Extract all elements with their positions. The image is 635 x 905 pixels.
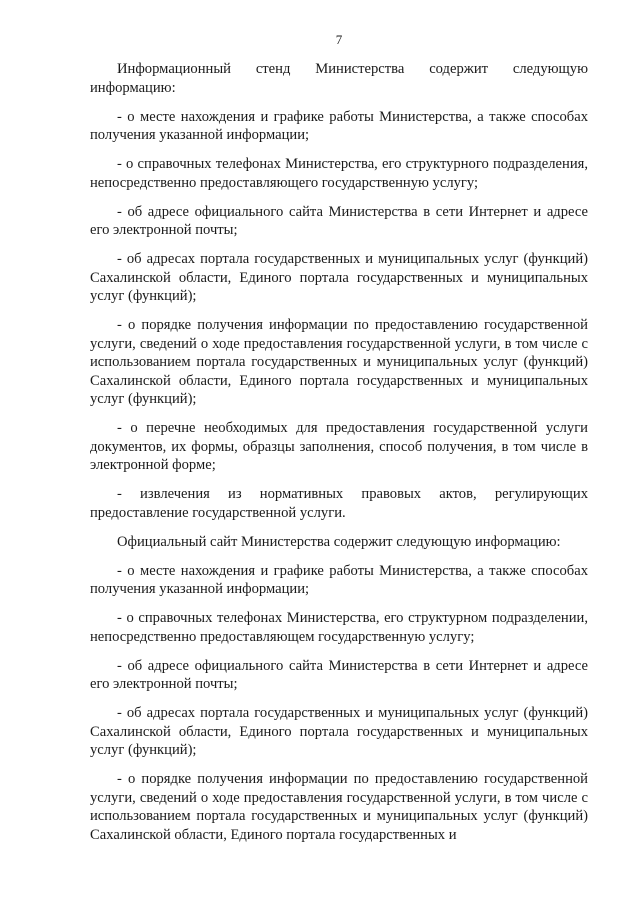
paragraph-site-procedure: - о порядке получения информации по предоставлению государственной услуги, сведений о ходе предоставления государственной услуги, в том числе с использованием портала государственных и муниципальных услуг (функций) Сахалинской области, Единого портала государственных и: [90, 771, 588, 843]
paragraph-stand-procedure: - о порядке получения информации по предоставлению государственной услуги, сведений о ходе предоставления государственной услуги, в том числе с использованием портала государственных и муниципальных услуг (функций) Сахалинской области, Единого портала государственных и муниципальных услуг (функций);: [90, 317, 588, 407]
paragraph-site-phones: - о справочных телефонах Министерства, его структурном подразделении, непосредственно предоставляющем государственную услугу;: [90, 610, 588, 645]
paragraph-stand-location: - о месте нахождения и графике работы Министерства, а также способах получения указанной информации;: [90, 108, 588, 143]
paragraph-stand-phones: - о справочных телефонах Министерства, его структурного подразделения, непосредственно предоставляющего государственную услугу;: [90, 156, 588, 191]
paragraph-stand-intro: Информационный стенд Министерства содержит следующую информацию:: [90, 61, 588, 96]
paragraph-stand-extracts: - извлечения из нормативных правовых актов, регулирующих предоставление государственной услуги.: [90, 486, 588, 521]
paragraph-site-website: - об адресе официального сайта Министерства в сети Интернет и адресе его электронной почты;: [90, 657, 588, 692]
paragraph-stand-website: - об адресе официального сайта Министерства в сети Интернет и адресе его электронной почты;: [90, 203, 588, 238]
paragraph-site-portals: - об адресах портала государственных и муниципальных услуг (функций) Сахалинской области, Единого портала государственных и муниципальных услуг (функций);: [90, 705, 588, 758]
paragraph-stand-documents: - о перечне необходимых для предоставления государственной услуги документов, их формы, образцы заполнения, способ получения, в том числе в электронной форме;: [90, 420, 588, 473]
page-number: 7: [335, 32, 343, 47]
paragraph-site-location: - о месте нахождения и графике работы Министерства, а также способах получения указанной информации;: [90, 562, 588, 597]
paragraph-site-intro: Официальный сайт Министерства содержит следующую информацию:: [117, 533, 561, 550]
paragraph-stand-portals: - об адресах портала государственных и муниципальных услуг (функций) Сахалинской области, Единого портала государственных и муниципальных услуг (функций);: [90, 251, 588, 304]
